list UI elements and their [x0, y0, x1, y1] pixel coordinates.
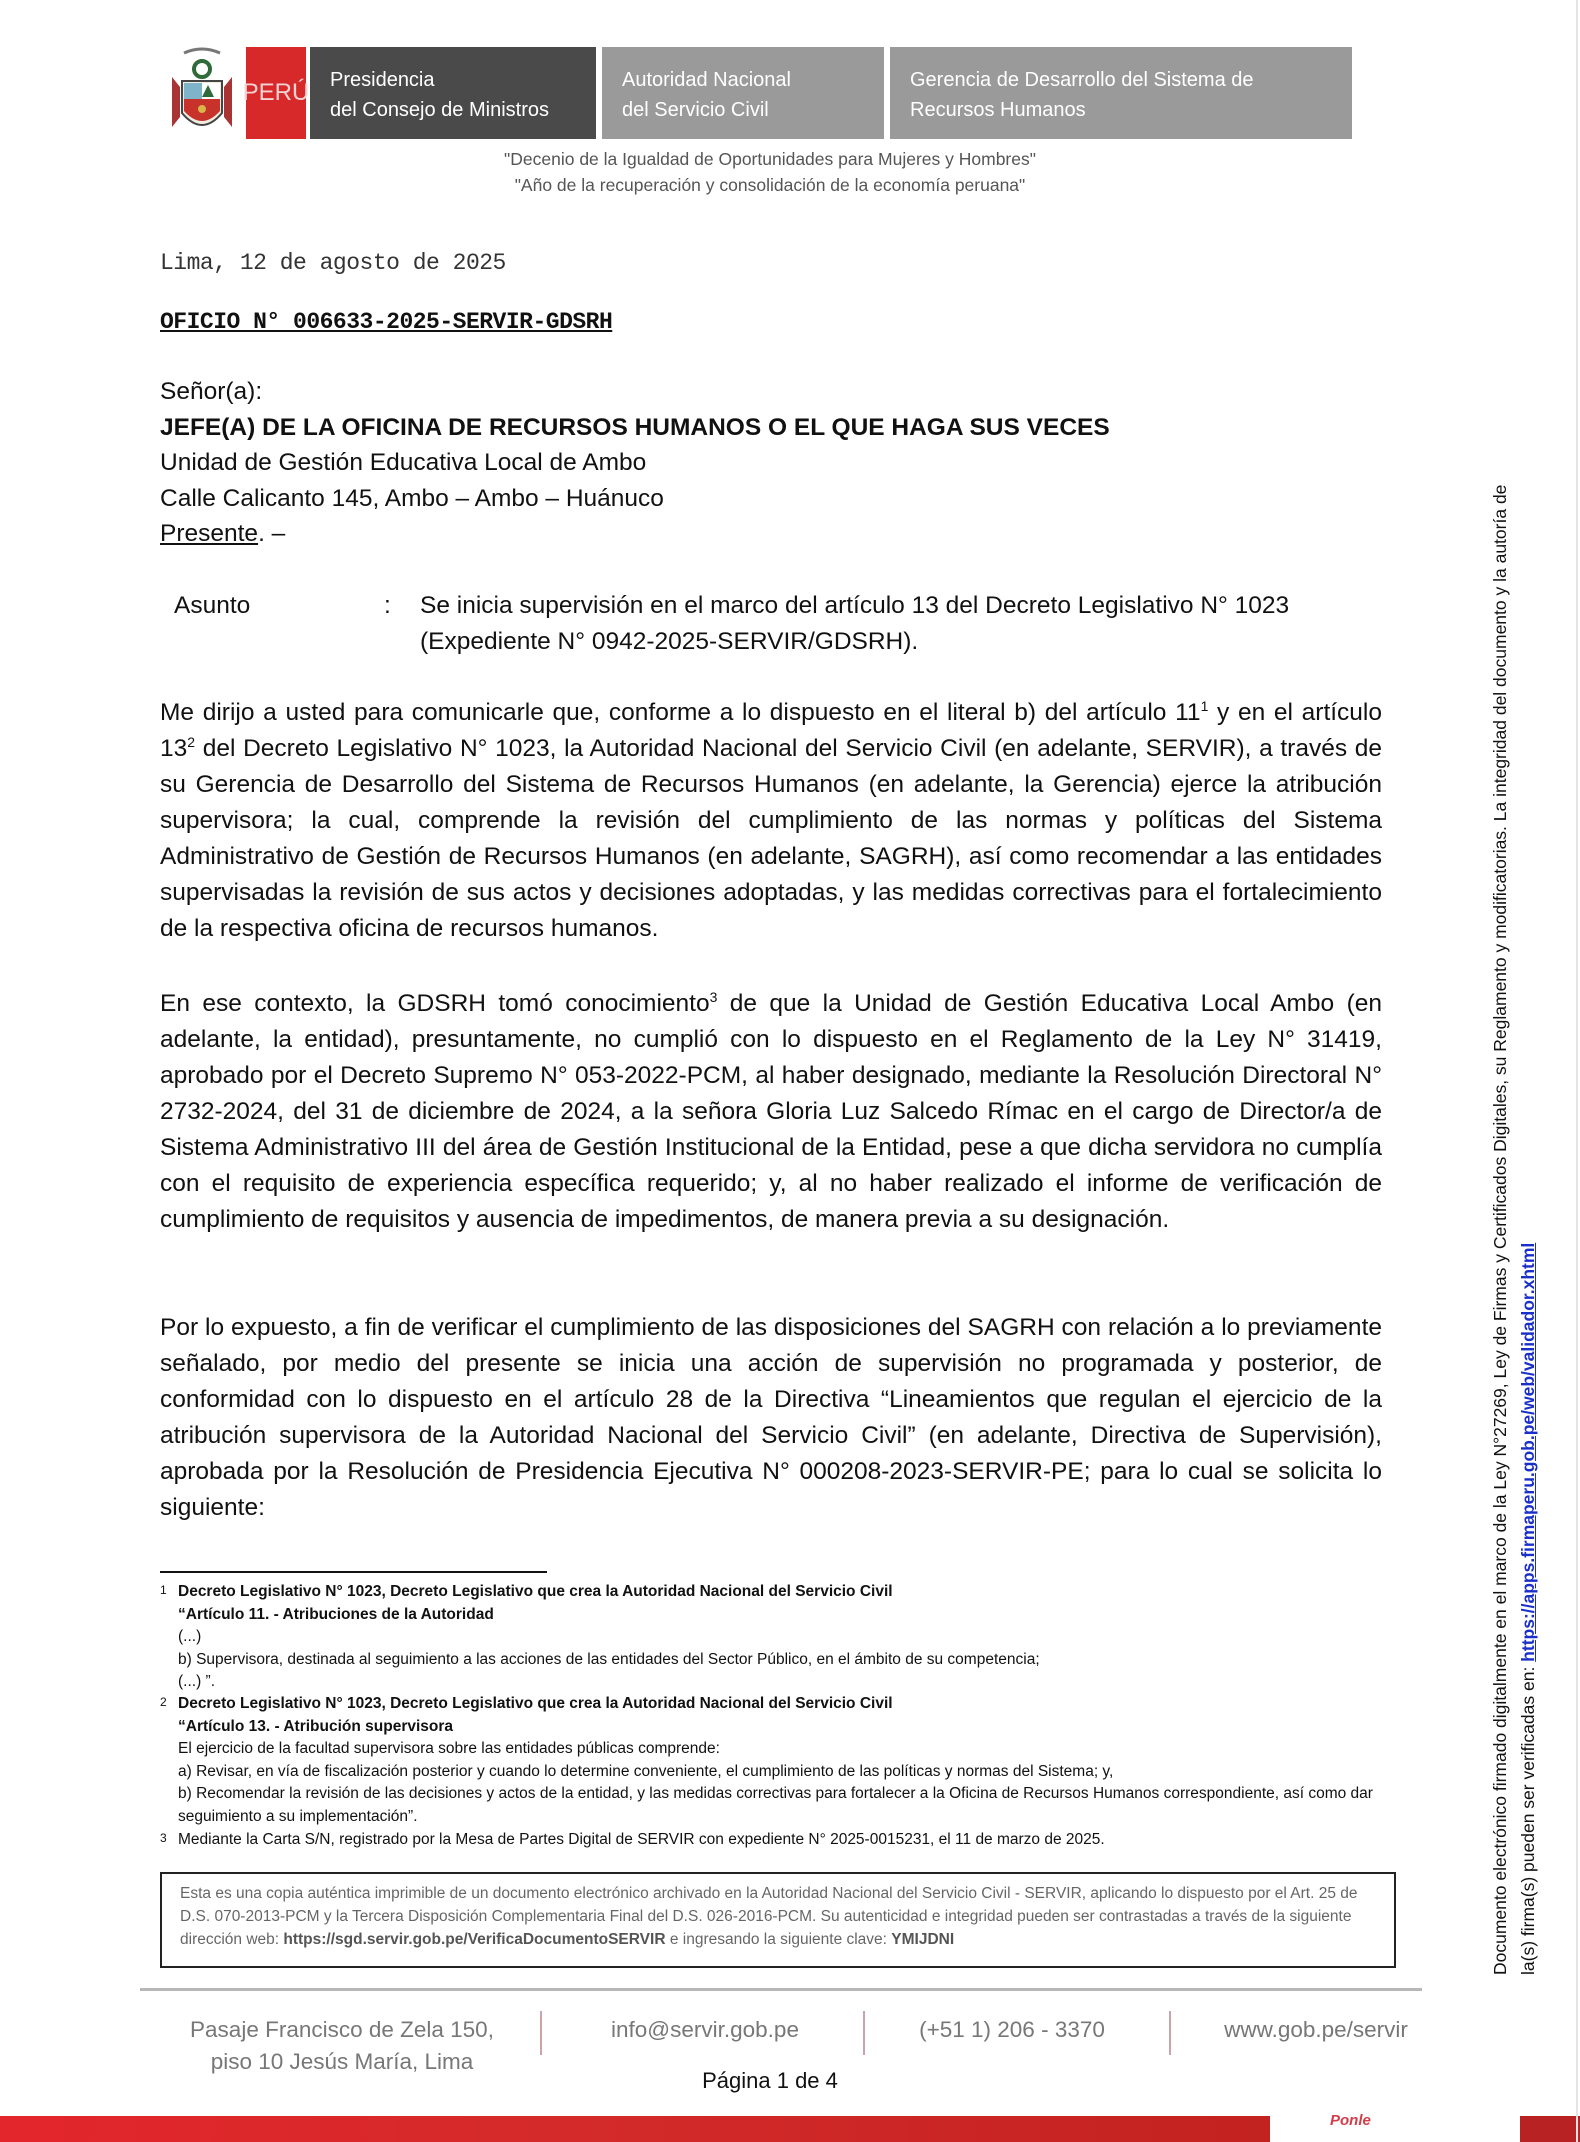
paragraph-1: [160, 695, 1382, 947]
footer-red-band-right: [1520, 2116, 1580, 2142]
footnote-1-number: 1: [160, 1583, 167, 1597]
authenticity-text: Esta es una copia auténtica imprimible de un documento electrónico archivado en la Autoridad Nacional del Servicio Civil - SERVIR, aplicando lo dispuesto por el Art. 25 de D.S. 070-2013-PCM y la Tercera Disposición Complementaria Final del D.S. 026-2016-PCM. Su autenticidad e integridad pueden ser contrastadas a través de la siguiente dirección web:: [180, 1885, 1358, 1948]
footnote-1-line: (...): [178, 1628, 202, 1645]
footer-website[interactable]: www.gob.pe/servir: [1224, 2017, 1408, 2042]
gdsrh-line2: Recursos Humanos: [910, 99, 1086, 121]
paragraph-3: Por lo expuesto, a fin de verificar el cumplimiento de las disposiciones del SAGRH con relación a lo previamente señalado, por medio del presente se inicia una acción de supervisión no programada y posterior, de conformidad con lo dispuesto en el artículo 28 de la Directiva “Lineamientos que regulan el ejercicio de la atribución supervisora de la Autoridad Nacional del Servicio Civil” (en adelante, Directiva de Supervisión), aprobada por la Resolución de Presidencia Ejecutiva N° 000208-2023-SERVIR-PE; para lo cual se solicita lo siguiente:: [160, 1314, 1382, 1521]
page-number: Página 1 de 4: [702, 2068, 838, 2093]
footnote-1: [160, 1581, 1382, 1694]
footer-address: [172, 2014, 512, 2078]
footnote-2-line: b) Recomendar la revisión de las decisiones y actos de la entidad, y las medidas correctivas para fortalecer a la Oficina de Recursos Humanos correspondiente, así como dar seguimiento a su implementación”.: [178, 1785, 1373, 1825]
signature-note-line1: Documento electrónico firmado digitalmente en el marco de la Ley N°27269, Ley de Firmas y Certificados Digitales, su Reglamento y modificatorias. La integridad del documento y la autoría de: [1490, 484, 1510, 1975]
subject-colon: :: [384, 592, 391, 619]
paragraph-2-text-b: de que la Unidad de Gestión Educativa Local Ambo (en adelante, la entidad), presuntamente, no cumplió con lo dispuesto en el Reglamento de la Ley N° 31419, aprobado por el Decreto Supremo N° 053-2022-PCM, al haber designado, mediante la Resolución Directoral N° 2732-2024, del 31 de diciembre de 2024, a la señora Gloria Luz Salcedo Rímac en el cargo de Director/a de Sistema Administrativo III del área de Gestión Institucional de la Entidad, pese a que dicha servidora no cumplía con el requisito de experiencia específica requerido; y, al no haber realizado el informe de verificación de cumplimiento de requisitos y ausencia de impedimentos, de manera previa a su designación.: [160, 990, 1382, 1233]
footnote-2-line: El ejercicio de la facultad supervisora sobre las entidades públicas comprende:: [178, 1740, 720, 1757]
presente-line: [160, 516, 1382, 552]
paragraph-2-text-a: En ese contexto, la GDSRH tomó conocimiento: [160, 990, 710, 1017]
year-mottos: [360, 146, 1180, 198]
footnote-1-title: Decreto Legislativo N° 1023, Decreto Legislativo que crea la Autoridad Nacional del Servicio Civil: [178, 1583, 893, 1600]
presente-suffix: . –: [258, 520, 286, 547]
servir-line2: del Servicio Civil: [622, 99, 769, 121]
subject-label: Asunto: [174, 592, 251, 619]
verification-url[interactable]: https://sgd.servir.gob.pe/VerificaDocumentoSERVIR: [283, 1931, 666, 1948]
footer-divider: [140, 1988, 1422, 1991]
paragraph-2: [160, 986, 1382, 1238]
page-edge: [1576, 0, 1578, 2142]
paragraph-1-text-c: del Decreto Legislativo N° 1023, la Autoridad Nacional del Servicio Civil (en adelante, SERVIR), a través de su Gerencia de Desarrollo del Sistema de Recursos Humanos (en adelante, la Gerencia) ejerce la atribución supervisora; la cual, comprende la revisión del cumplimiento de las normas y políticas del Sistema Administrativo de Gestión de Recursos Humanos (en adelante, SAGRH), así como recomendar a las entidades supervisadas la revisión de sus actos y decisiones adoptadas, y las medidas correctivas para el fortalecimiento de la respectiva oficina de recursos humanos.: [160, 735, 1382, 942]
footnote-ref-2[interactable]: 2: [187, 733, 196, 750]
recipient-address: Calle Calicanto 145, Ambo – Ambo – Huánuco: [160, 484, 664, 512]
authenticity-text-2: e ingresando la siguiente clave:: [665, 1931, 892, 1948]
signature-note-prefix: la(s) firma(s) pueden ser verificadas en:: [1518, 1661, 1538, 1975]
footer-separator: [1169, 2011, 1171, 2055]
subject-row: [174, 588, 1384, 660]
footnote-1-line: (...) ”.: [178, 1673, 216, 1690]
servir-block: [602, 47, 884, 139]
letter-date: Lima, 12 de agosto de 2025: [160, 250, 506, 276]
letterhead: [166, 47, 1352, 139]
presente-word: Presente: [160, 520, 259, 547]
footnote-1-line: b) Supervisora, destinada al seguimiento a las acciones de las entidades del Sector Público, en el ámbito de su competencia;: [178, 1650, 1040, 1668]
subject-text: Se inicia supervisión en el marco del artículo 13 del Decreto Legislativo N° 1023 (Expediente N° 0942-2025-SERVIR/GDSRH).: [420, 592, 1290, 655]
footnote-3: [160, 1829, 1382, 1852]
motto-year: "Año de la recuperación y consolidación de la economía peruana": [514, 175, 1026, 195]
footnote-3-text: Mediante la Carta S/N, registrado por la Mesa de Partes Digital de SERVIR con expediente N° 2025-0015231, el 11 de marzo de 2025.: [178, 1831, 1105, 1848]
footnote-2-line: a) Revisar, en vía de fiscalización posterior y cuando lo determine conveniente, el cumplimiento de las políticas y normas del Sistema; y,: [178, 1762, 1114, 1780]
footer-email[interactable]: info@servir.gob.pe: [611, 2017, 799, 2042]
footer-address-line1: Pasaje Francisco de Zela 150,: [190, 2017, 494, 2042]
paragraph-1-text-a: Me dirijo a usted para comunicarle que, conforme a lo dispuesto en el literal b) del artículo 11: [160, 699, 1201, 726]
footnote-1-subtitle: “Artículo 11. - Atribuciones de la Autoridad: [178, 1605, 494, 1623]
footer-address-line2: piso 10 Jesús María, Lima: [210, 2049, 474, 2074]
pcm-block: [310, 47, 596, 139]
servir-line1: Autoridad Nacional: [622, 69, 791, 91]
oficio-number: OFICIO N° 006633-2025-SERVIR-GDSRH: [160, 309, 613, 335]
signature-validator-link[interactable]: https://apps.firmaperu.gob.pe/web/validador.xhtml: [1518, 1242, 1538, 1662]
footnote-3-number: 3: [160, 1831, 167, 1845]
footnote-ref-3[interactable]: 3: [709, 988, 718, 1005]
campaign-logo-text: Ponle: [1330, 2112, 1371, 2129]
footnote-2-number: 2: [160, 1695, 167, 1709]
motto-decade: "Decenio de la Igualdad de Oportunidades para Mujeres y Hombres": [504, 149, 1036, 169]
footer-red-band: [0, 2116, 1270, 2142]
gdsrh-line1: Gerencia de Desarrollo del Sistema de: [910, 69, 1254, 91]
footnote-2-subtitle: “Artículo 13. - Atribución supervisora: [178, 1717, 454, 1735]
footnote-separator: [160, 1571, 547, 1573]
recipient-entity: Unidad de Gestión Educativa Local de Ambo: [160, 449, 647, 476]
verification-key: YMIJDNI: [891, 1931, 955, 1948]
footer-separator: [863, 2011, 865, 2055]
footnote-ref-1[interactable]: 1: [1200, 697, 1209, 714]
paragraph-1-text-b: y en el artículo 13: [160, 699, 1382, 762]
authenticity-notice: [160, 1872, 1396, 1968]
footnote-2: [160, 1693, 1382, 1828]
footer-phone: (+51 1) 206 - 3370: [919, 2017, 1105, 2042]
salutation: Señor(a):: [160, 378, 263, 405]
peru-brand-label: PERÚ: [246, 47, 306, 139]
coat-of-arms-icon: [166, 47, 238, 139]
signature-note-line2: [1514, 275, 1542, 1975]
digital-signature-note: [1486, 275, 1542, 1975]
pcm-line1: Presidencia: [330, 69, 435, 91]
recipient-title: JEFE(A) DE LA OFICINA DE RECURSOS HUMANOS O EL QUE HAGA SUS VECES: [160, 413, 1110, 441]
footer-separator: [540, 2011, 542, 2055]
footnote-2-title: Decreto Legislativo N° 1023, Decreto Legislativo que crea la Autoridad Nacional del Servicio Civil: [178, 1695, 893, 1712]
gdsrh-block: [890, 47, 1352, 139]
recipient-block: [160, 374, 1382, 552]
pcm-line2: del Consejo de Ministros: [330, 99, 549, 121]
campaign-logo-icon: [1330, 2112, 1480, 2142]
